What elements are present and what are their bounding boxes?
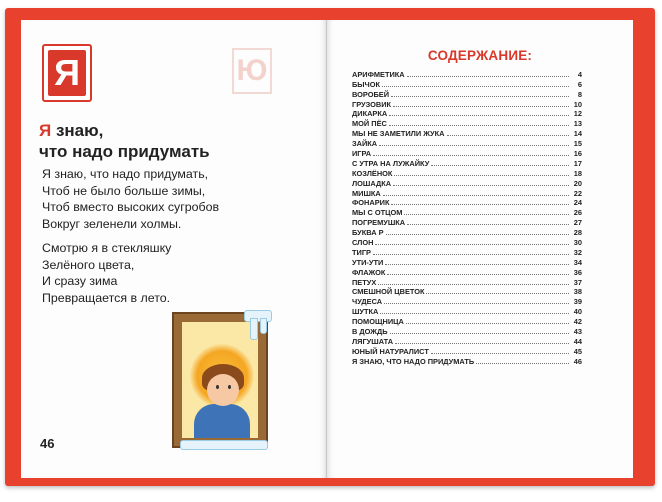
poem-line: Я знаю, что надо придумать, — [42, 167, 209, 181]
toc-entry-title: ЛЯГУШАТА — [352, 336, 394, 346]
toc-dot-leader — [379, 144, 569, 146]
toc-entry-page: 43 — [573, 327, 582, 337]
toc-entry — [352, 247, 582, 257]
toc-entry-page: 37 — [573, 277, 582, 287]
toc-entry-title: БУКВА Р — [352, 228, 384, 238]
toc-dot-leader — [375, 243, 569, 245]
toc-dot-leader — [391, 95, 569, 97]
toc-entry — [352, 346, 582, 356]
toc-entry-title: Я ЗНАЮ, ЧТО НАДО ПРИДУМАТЬ — [352, 356, 475, 366]
toc-dot-leader — [387, 273, 569, 275]
chapter-letter-badge — [42, 44, 92, 102]
toc-entry — [352, 198, 582, 208]
page-number: 46 — [40, 436, 55, 451]
boy-eye-left — [216, 385, 219, 389]
toc-entry-title: В ДОЖДЬ — [352, 327, 388, 337]
toc-entry — [352, 296, 582, 306]
poem-line: Вокруг зеленели холмы. — [42, 216, 182, 231]
toc-entry — [352, 267, 582, 277]
toc-entry — [352, 69, 582, 79]
toc-entry — [352, 356, 582, 366]
toc-entry-page: 28 — [573, 228, 582, 238]
toc-entry-title: АРИФМЕТИКА — [352, 69, 405, 79]
poem-line: Чтоб вместо высоких сугробов — [42, 200, 220, 214]
toc-entry-page: 20 — [573, 178, 582, 188]
toc-entry-page: 14 — [573, 129, 582, 139]
toc-entry — [352, 79, 582, 89]
toc-dot-leader — [386, 233, 569, 235]
poem-line: Превращается в лето. — [42, 290, 171, 305]
toc-entry-page: 40 — [573, 307, 582, 317]
toc-entry — [352, 257, 582, 267]
toc-entry-title: КОЗЛЁНОК — [352, 168, 393, 178]
toc-entry — [352, 287, 582, 297]
toc-entry — [352, 148, 582, 158]
toc-entry — [352, 316, 582, 326]
toc-entry-page: 39 — [573, 297, 582, 307]
toc-dot-leader — [383, 194, 569, 196]
toc-entry-title: ВОРОБЕЙ — [352, 89, 390, 99]
toc-entry-page: 32 — [573, 247, 582, 257]
toc-entry — [352, 207, 582, 217]
poem-line: Чтоб не было больше зимы, — [42, 183, 206, 198]
toc-entry-title: ИГРА — [352, 149, 372, 159]
book-spine — [326, 20, 327, 478]
toc-dot-leader — [395, 342, 569, 344]
poem-line: Смотрю я в стекляшку — [42, 241, 172, 255]
boy-eye-right — [228, 385, 231, 389]
toc-entry-page: 38 — [573, 287, 582, 297]
toc-entry — [352, 217, 582, 227]
toc-entry-page: 10 — [573, 99, 582, 109]
toc-entry-page: 24 — [573, 198, 582, 208]
toc-entry-title: ШУТКА — [352, 307, 379, 317]
toc-entry-title: ПОМОЩНИЦА — [352, 317, 404, 327]
toc-dot-leader — [426, 292, 569, 294]
toc-dot-leader — [404, 213, 569, 215]
toc-entry — [352, 158, 582, 168]
toc-entry-title: МОЙ ПЁС — [352, 119, 387, 129]
toc-entry — [352, 89, 582, 99]
poem-title-first-word: Я — [39, 121, 52, 140]
toc-dot-leader — [447, 134, 569, 136]
toc-entry-title: ТИГР — [352, 247, 371, 257]
poem-line: И сразу зима — [42, 274, 118, 288]
toc-dot-leader — [407, 223, 569, 225]
toc-entry-title: ФЛАЖОК — [352, 267, 386, 277]
icicle-icon — [250, 318, 258, 340]
toc-dot-leader — [380, 312, 569, 314]
toc-entry — [352, 188, 582, 198]
toc-entry — [352, 99, 582, 109]
toc-entry-title: ФОНАРИК — [352, 198, 390, 208]
poem-line: Зелёного цвета, — [42, 257, 135, 272]
toc-dot-leader — [389, 124, 569, 126]
toc-entry — [352, 227, 582, 237]
toc-dot-leader — [384, 302, 569, 304]
toc-entry — [352, 326, 582, 336]
toc-dot-leader — [389, 114, 569, 116]
toc-entry-title: ЗАЙКА — [352, 139, 378, 149]
toc-entry — [352, 138, 582, 148]
toc-entry-page: 36 — [573, 267, 582, 277]
toc-entry — [352, 237, 582, 247]
portrait-background — [182, 322, 258, 438]
snow-drift — [180, 440, 268, 450]
toc-entry-title: ПОГРЕМУШКА — [352, 218, 406, 228]
toc-entry — [352, 306, 582, 316]
toc-entry-title: СМЕШНОЙ ЦВЕТОК — [352, 287, 425, 297]
toc-entry — [352, 128, 582, 138]
toc-dot-leader — [393, 105, 569, 107]
toc-entry-page: 13 — [573, 119, 582, 129]
toc-entry-page: 16 — [573, 149, 582, 159]
toc-dot-leader — [476, 362, 569, 364]
toc-dot-leader — [391, 203, 569, 205]
toc-entry-page: 17 — [573, 158, 582, 168]
toc-dot-leader — [406, 322, 569, 324]
toc-entry-title: МИШКА — [352, 188, 381, 198]
toc-title: СОДЕРЖАНИЕ: — [427, 48, 533, 63]
toc-entry-page: 26 — [573, 208, 582, 218]
toc-dot-leader — [385, 263, 569, 265]
toc-dot-leader — [390, 332, 569, 334]
poem-stanza-1 — [42, 166, 312, 232]
toc-entry-title: БЫЧОК — [352, 79, 380, 89]
poem-title-line2: что надо придумать — [39, 142, 210, 161]
toc-entry-page: 46 — [573, 356, 582, 366]
toc-entry-page: 30 — [573, 238, 582, 248]
toc-entry — [352, 118, 582, 128]
toc-entry-title: МЫ С ОТЦОМ — [352, 208, 403, 218]
toc-dot-leader — [431, 164, 569, 166]
toc-dot-leader — [431, 352, 569, 354]
toc-entry — [352, 277, 582, 287]
toc-entry-page: 15 — [573, 139, 582, 149]
toc-entry-page: 18 — [573, 168, 582, 178]
toc-entry-page: 44 — [573, 336, 582, 346]
toc-entry-title: ПЕТУХ — [352, 277, 377, 287]
boy-sweater — [194, 404, 250, 438]
table-of-contents — [352, 69, 582, 366]
toc-dot-leader — [382, 85, 569, 87]
toc-dot-leader — [393, 184, 569, 186]
toc-entry-title: ДИКАРКА — [352, 109, 388, 119]
toc-entry-title: МЫ НЕ ЗАМЕТИЛИ ЖУКА — [352, 129, 445, 139]
toc-entry-page: 6 — [577, 79, 582, 89]
toc-entry-page: 42 — [573, 317, 582, 327]
toc-dot-leader — [373, 154, 569, 156]
toc-entry-page: 34 — [573, 257, 582, 267]
toc-entry-title: С УТРА НА ЛУЖАЙКУ — [352, 158, 430, 168]
toc-entry — [352, 178, 582, 188]
toc-dot-leader — [394, 174, 569, 176]
toc-entry-title: УТИ-УТИ — [352, 257, 384, 267]
toc-entry-title: ЛОШАДКА — [352, 178, 392, 188]
toc-entry-title: ЧУДЕСА — [352, 297, 383, 307]
toc-dot-leader — [373, 253, 569, 255]
toc-entry-page: 12 — [573, 109, 582, 119]
toc-entry-title: ГРУЗОВИК — [352, 99, 392, 109]
boy-face — [207, 374, 239, 406]
toc-dot-leader — [378, 283, 569, 285]
toc-entry — [352, 168, 582, 178]
toc-entry-page: 45 — [573, 346, 582, 356]
poem-title-rest: знаю, — [51, 121, 104, 140]
toc-entry-page: 27 — [573, 218, 582, 228]
toc-entry-title: ЮНЫЙ НАТУРАЛИСТ — [352, 346, 429, 356]
toc-entry-title: СЛОН — [352, 238, 374, 248]
poem-stanza-2 — [42, 240, 312, 306]
icicle-icon — [244, 310, 272, 322]
icicle-icon — [260, 318, 267, 334]
show-through-letter: Ю — [232, 48, 272, 94]
chapter-letter: Я — [48, 50, 86, 96]
toc-entry-page: 4 — [577, 69, 582, 79]
toc-dot-leader — [407, 75, 569, 77]
toc-entry — [352, 336, 582, 346]
poem-title — [39, 120, 299, 162]
toc-entry-page: 22 — [573, 188, 582, 198]
toc-entry — [352, 109, 582, 119]
toc-entry-page: 8 — [577, 89, 582, 99]
